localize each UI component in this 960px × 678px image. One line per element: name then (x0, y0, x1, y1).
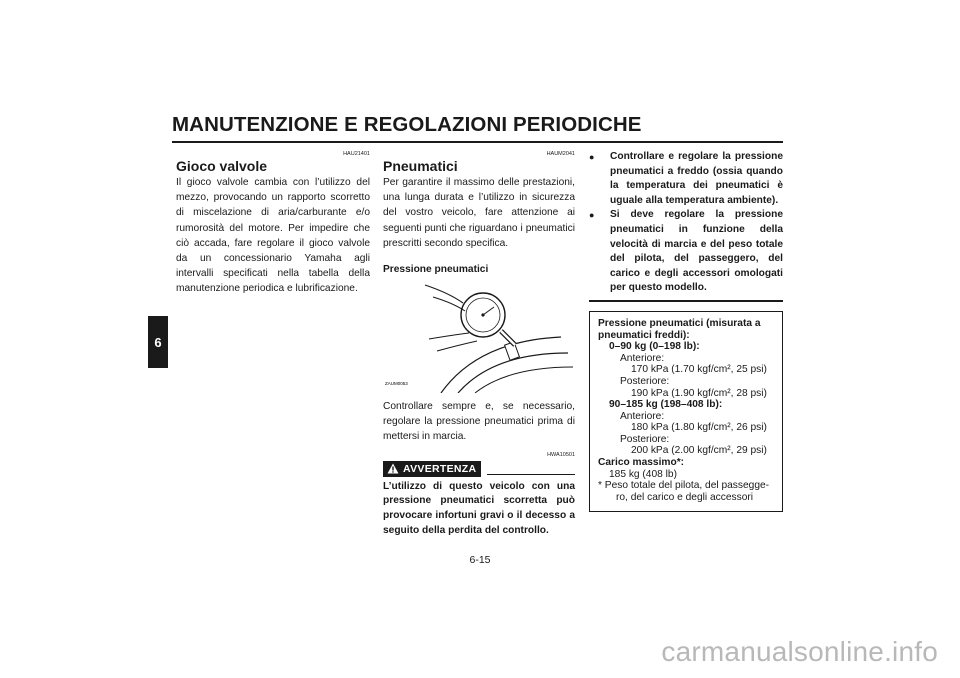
bullet-item (589, 150, 783, 208)
warning-text: L’utilizzo di questo veicolo con una pressione pneumatici scorretta può provocare infortuni gravi o il decesso a seguito della perdita del controllo. (383, 480, 575, 537)
front-label: Anteriore: (620, 352, 665, 364)
page-title: MANUTENZIONE E REGOLAZIONI PERIODICHE (172, 113, 642, 136)
rear-label: Posteriore: (620, 433, 670, 445)
warning-badge (383, 461, 481, 477)
bullets-rule (589, 300, 783, 302)
max-load-value: 185 kg (408 lb) (609, 468, 677, 480)
section-body-2: Controllare sempre e, se necessario, regolare la pressione pneumatici prima di mettersi in marcia. (383, 401, 575, 443)
bullet-item (589, 208, 783, 296)
load-range-label: 90–185 kg (198–408 lb): (609, 399, 723, 411)
section-valve-clearance (176, 150, 370, 297)
section-heading: Gioco valvole (176, 158, 268, 174)
load-range-label: 0–90 kg (0–198 lb): (609, 341, 700, 353)
bullet-icon: ● (589, 152, 595, 162)
tire-pressure-spec-box (589, 311, 783, 513)
rear-value: 190 kPa (1.90 kgf/cm², 28 psi) (631, 387, 767, 399)
tire-gauge-illustration (383, 281, 575, 393)
header-rule (172, 141, 783, 143)
max-load-label: Carico massimo*: (598, 457, 685, 469)
warning-label: AVVERTENZA (403, 462, 477, 475)
front-value: 180 kPa (1.80 kgf/cm², 26 psi) (631, 422, 767, 434)
section-tire-notes (589, 150, 783, 512)
section-code: HAU21401 (343, 151, 370, 157)
spec-title: pneumatici freddi): (598, 329, 690, 341)
bullet-text: Si deve regolare la pressione pneumatici in funzione della velocità di marcia e del peso totale del pilota, del passeggero, del carico e degli accessori omologati per questo modello. (610, 209, 783, 294)
front-value: 170 kPa (1.70 kgf/cm², 25 psi) (631, 364, 767, 376)
chapter-tab: 6 (148, 316, 168, 368)
spec-title: Pressione pneumatici (misurata a (598, 317, 761, 329)
bullet-text: Controllare e regolare la pressione pneumatici a freddo (ossia quando la temperatura dei pneumatici è uguale alla temperatura ambiente). (610, 151, 783, 206)
page-number: 6-15 (469, 554, 491, 566)
bullet-icon: ● (589, 210, 595, 221)
section-tires (383, 150, 575, 539)
warning-triangle-icon (387, 463, 399, 474)
tire-pressure-subheading: Pressione pneumatici (383, 264, 489, 276)
warning-rule (487, 474, 575, 475)
section-body: Il gioco valvole cambia con l’utilizzo del mezzo, provocando un rapporto scorretto di miscelazione di aria/carburante e/o rumorosità del motore. Per impedire che ciò accada, fare regolare il gioco valvole da un concessionario Yamaha agli intervalli specificati nella tabella della manutenzione periodica e lubrificazione. (176, 177, 370, 295)
footnote: ro, del carico e degli accessori (616, 491, 754, 503)
bullet-list (589, 150, 783, 296)
rear-value: 200 kPa (2.00 kgf/cm², 29 psi) (631, 445, 767, 457)
section-body: Per garantire il massimo delle prestazioni, una lunga durata e l’utilizzo in sicurezza del vostro veicolo, fare attenzione ai seguenti punti che riguardano i pneumatici prescritti secondo specifica. (383, 177, 575, 249)
footnote: * Peso totale del pilota, del passegge- (598, 480, 770, 492)
rear-label: Posteriore: (620, 375, 670, 387)
section-code: HAUM2041 (546, 151, 575, 157)
warning-code: HWA10501 (547, 451, 575, 458)
section-heading: Pneumatici (383, 158, 458, 174)
front-label: Anteriore: (620, 410, 665, 422)
figure-code: ZAUM0053 (385, 381, 408, 387)
warning-header (383, 461, 575, 477)
watermark: carmanualsonline.info (661, 636, 938, 667)
